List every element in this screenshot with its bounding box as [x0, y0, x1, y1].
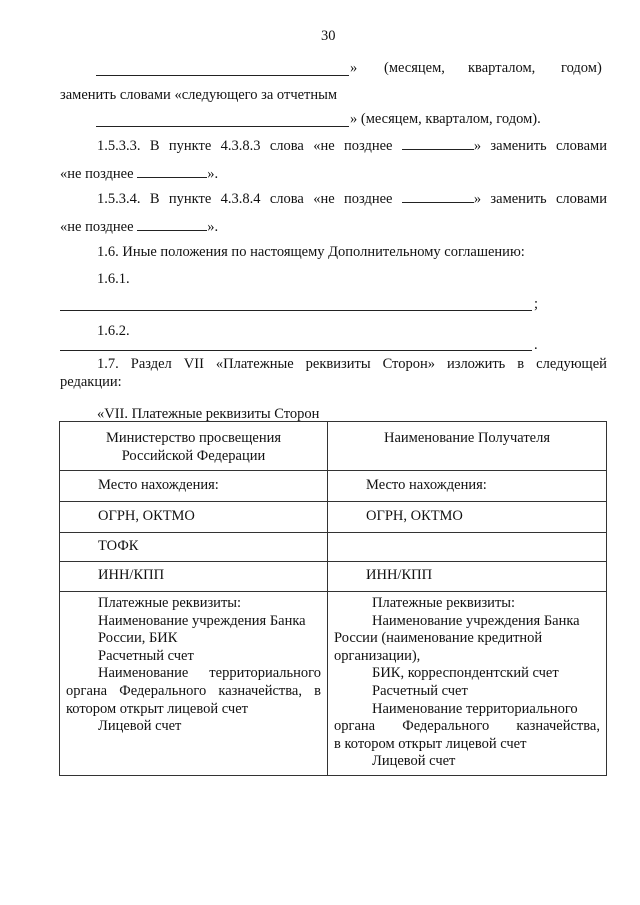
inn-label: ИНН/КПП — [366, 567, 433, 583]
text-fragment: 4.3.8.4 — [220, 191, 261, 207]
payment-line: Расчетный счет — [98, 647, 194, 664]
text-fragment: «не — [313, 138, 335, 154]
table-row — [60, 592, 607, 776]
location-label: Место нахождения: — [98, 477, 219, 493]
text-fragment: слова — [269, 191, 304, 207]
text-fragment: позднее — [343, 191, 393, 207]
text-fragment: годом) — [561, 60, 602, 76]
payment-line: России (наименование кредитной — [334, 630, 543, 647]
table-cell — [328, 533, 607, 562]
text-fragment: пункте — [168, 138, 212, 154]
text-fragment: пункте — [168, 191, 212, 207]
text-fragment: «не — [313, 191, 335, 207]
text-fragment: словами — [556, 191, 607, 207]
text-line: заменить словами «следующего за отчетным — [60, 87, 338, 103]
table-cell — [60, 502, 328, 533]
payment-line: Наименование территориального — [98, 665, 321, 682]
payment-line: организации), — [334, 647, 421, 664]
table-cell — [328, 471, 607, 502]
blank-line — [96, 126, 349, 127]
text-line: 1.6.2. — [97, 323, 130, 339]
text-fragment: В — [149, 138, 160, 154]
text-fragment: VII — [183, 356, 204, 372]
text-line: 1.6. Иные положения по настоящему Дополнительному соглашению: — [97, 244, 525, 260]
payment-line: Наименование учреждения Банка — [372, 612, 580, 629]
blank-line — [137, 218, 207, 231]
text-fragment: » — [350, 60, 358, 76]
text-fragment: ; — [534, 296, 539, 312]
text-fragment: заменить — [490, 191, 547, 207]
payment-title: Платежные реквизиты: — [98, 595, 242, 611]
payment-line: Расчетный счет — [372, 682, 468, 699]
text-fragment: реквизиты — [305, 356, 371, 372]
payment-line: в котором открыт лицевой счет — [334, 735, 527, 752]
text-fragment: » — [402, 190, 481, 208]
text-fragment: Сторон» — [382, 356, 435, 372]
payment-line: Наименование территориального — [372, 700, 578, 717]
text-fragment: кварталом, — [468, 60, 536, 76]
text-fragment: изложить — [446, 356, 506, 372]
blank-line — [402, 137, 474, 150]
text-line: » (месяцем, кварталом, годом). — [350, 111, 541, 127]
blank-line — [60, 350, 532, 351]
text-line: «не позднее ». — [60, 219, 219, 235]
text-fragment: «Платежные — [215, 356, 294, 372]
text-line: 1.6.1. — [97, 271, 130, 287]
ogrn-label: ОГРН, ОКТМО — [366, 508, 463, 524]
ogrn-label: ОГРН, ОКТМО — [98, 508, 195, 524]
table-cell — [328, 592, 607, 776]
text-fragment: заменить — [490, 138, 547, 154]
payment-line: органа Федерального казначейства, в — [66, 682, 321, 699]
paragraph-17 — [97, 355, 607, 373]
text-fragment: 1.5.3.3. — [97, 138, 141, 154]
payment-line: органа Федерального казначейства, — [334, 718, 600, 735]
text-fragment: позднее — [343, 138, 393, 154]
text-fragment: Раздел — [130, 356, 172, 372]
text-fragment: 1.5.3.4. — [97, 191, 141, 207]
payment-line: БИК, корреспондентский счет — [372, 665, 559, 682]
text-fragment: » — [402, 137, 481, 155]
text-fragment: 4.3.8.3 — [220, 138, 261, 154]
table-cell — [328, 502, 607, 533]
blank-line — [60, 310, 532, 311]
ministry-name-line1: Министерство просвещения — [105, 430, 282, 446]
blank-line — [137, 165, 207, 178]
text-fragment: В — [149, 191, 160, 207]
text-fragment: следующей — [536, 356, 607, 372]
text-fragment: (месяцем, — [384, 60, 445, 76]
paragraph-1533 — [97, 137, 607, 155]
table-row — [60, 533, 607, 562]
table-cell — [60, 533, 328, 562]
table-cell — [60, 471, 328, 502]
page-number: 30 — [321, 28, 336, 44]
location-label: Место нахождения: — [366, 477, 487, 493]
text-fragment: словами — [556, 138, 607, 154]
blank-line — [96, 75, 349, 76]
inn-label: ИНН/КПП — [98, 567, 165, 583]
table-cell — [60, 562, 328, 592]
ministry-name-line2: Российской Федерации — [121, 447, 266, 464]
payment-line: Лицевой счет — [98, 718, 182, 735]
table-cell — [328, 422, 607, 471]
table-cell — [60, 592, 328, 776]
text-fragment: в — [517, 356, 525, 372]
requisites-table — [59, 421, 607, 776]
payment-title: Платежные реквизиты: — [372, 595, 516, 611]
table-row — [60, 562, 607, 592]
text-fragment: . — [534, 337, 538, 353]
text-line: редакции: — [60, 374, 122, 390]
paragraph-1534 — [97, 190, 607, 208]
payment-line: Лицевой счет — [372, 753, 456, 770]
blank-line — [402, 190, 474, 203]
payment-line: Наименование учреждения Банка — [98, 612, 306, 629]
table-cell — [60, 422, 328, 471]
section-title: «VII. Платежные реквизиты Сторон — [97, 406, 320, 422]
table-row — [60, 422, 607, 471]
text-fragment: слова — [269, 138, 304, 154]
table-row — [60, 502, 607, 533]
payment-line: котором открыт лицевой счет — [66, 700, 248, 717]
payment-line: России, БИК — [98, 630, 178, 647]
recipient-name: Наименование Получателя — [383, 430, 550, 446]
table-cell — [328, 562, 607, 592]
text-fragment: 1.7. — [97, 356, 119, 372]
tofk-label: ТОФК — [98, 538, 139, 554]
text-line: «не позднее ». — [60, 166, 219, 182]
table-row — [60, 471, 607, 502]
